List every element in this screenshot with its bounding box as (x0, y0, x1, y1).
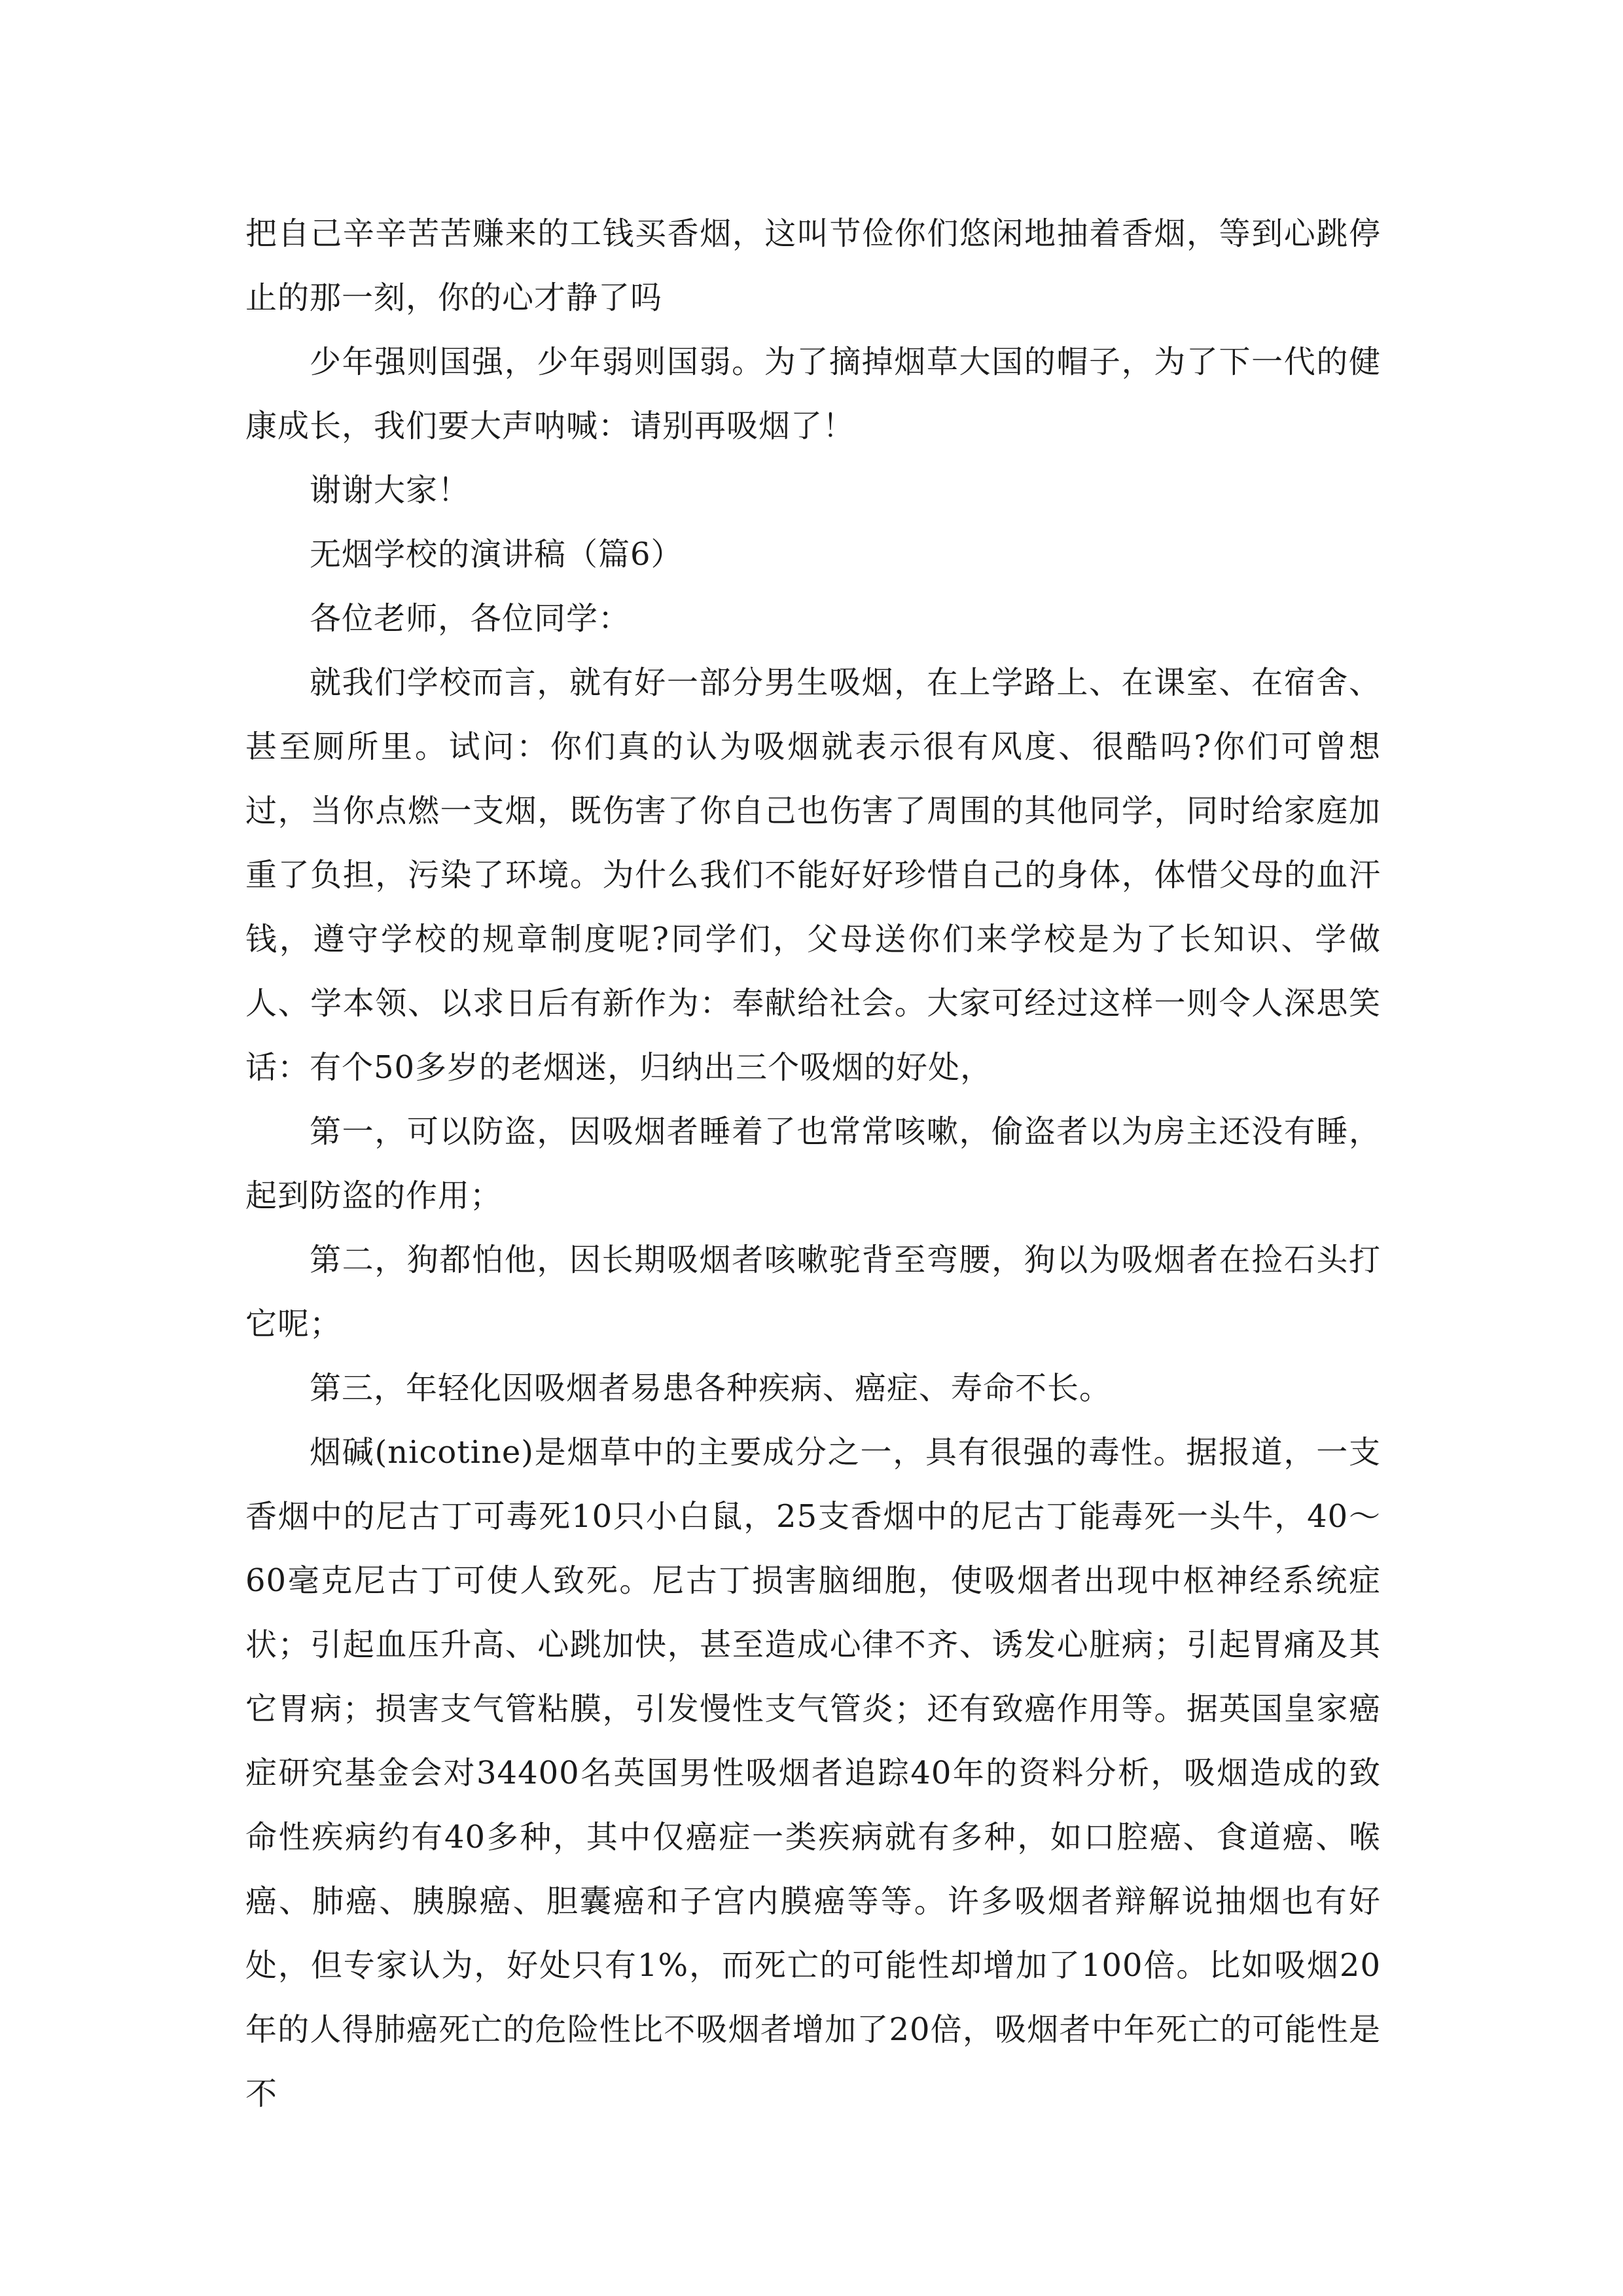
paragraph: 第二，狗都怕他，因长期吸烟者咳嗽驼背至弯腰，狗以为吸烟者在捡石头打它呢； (245, 1242, 1381, 1342)
body-text (245, 202, 1381, 2126)
paragraph: 少年强则国强，少年弱则国弱。为了摘掉烟草大国的帽子，为了下一代的健康成长，我们要大声呐喊：请别再吸烟了！ (245, 344, 1381, 444)
salutation: 各位老师，各位同学： (310, 600, 631, 637)
paragraph: 第一，可以防盗，因吸烟者睡着了也常常咳嗽，偷盗者以为房主还没有睡，起到防盗的作用； (245, 1113, 1381, 1214)
paragraph: 第三，年轻化因吸烟者易患各种疾病、癌症、寿命不长。 (310, 1370, 1112, 1407)
paragraph: 谢谢大家！ (310, 472, 471, 509)
paragraph: 就我们学校而言，就有好一部分男生吸烟，在上学路上、在课室、在宿舍、甚至厕所里。试问：你们真的认为吸烟就表示很有风度、很酷吗?你们可曾想过，当你点燃一支烟，既伤害了你自己也伤害了周围的其他同学，同时给家庭加重了负担，污染了环境。为什么我们不能好好珍惜自己的身体，体惜父母的血汗钱，遵守学校的规章制度呢?同学们，父母送你们来学校是为了长知识、学做人、学本领、以求日后有新作为：奉献给社会。大家可经过这样一则令人深思笑话：有个50多岁的老烟迷，归纳出三个吸烟的好处， (245, 664, 1381, 1086)
paragraph: 烟碱(nicotine)是烟草中的主要成分之一，具有很强的毒性。据报道，一支香烟中的尼古丁可毒死10只小白鼠，25支香烟中的尼古丁能毒死一头牛，40～60毫克尼古丁可使人致死。尼古丁损害脑细胞，使吸烟者出现中枢神经系统症状；引起血压升高、心跳加快，甚至造成心律不齐、诱发心脏病；引起胃痛及其它胃病；损害支气管粘膜，引发慢性支气管炎；还有致癌作用等。据英国皇家癌症研究基金会对34400名英国男性吸烟者追踪40年的资料分析，吸烟造成的致命性疾病约有40多种，其中仅癌症一类疾病就有多种，如口腔癌、食道癌、喉癌、肺癌、胰腺癌、胆囊癌和子宫内膜癌等等。许多吸烟者辩解说抽烟也有好处，但专家认为，好处只有1%，而死亡的可能性却增加了100倍。比如吸烟20年的人得肺癌死亡的危险性比不吸烟者增加了20倍，吸烟者中年死亡的可能性是不 (245, 1434, 1381, 2112)
section-title: 无烟学校的演讲稿（篇6） (310, 536, 683, 573)
paragraph: 把自己辛辛苦苦赚来的工钱买香烟，这叫节俭你们悠闲地抽着香烟，等到心跳停止的那一刻，你的心才静了吗 (245, 215, 1381, 316)
